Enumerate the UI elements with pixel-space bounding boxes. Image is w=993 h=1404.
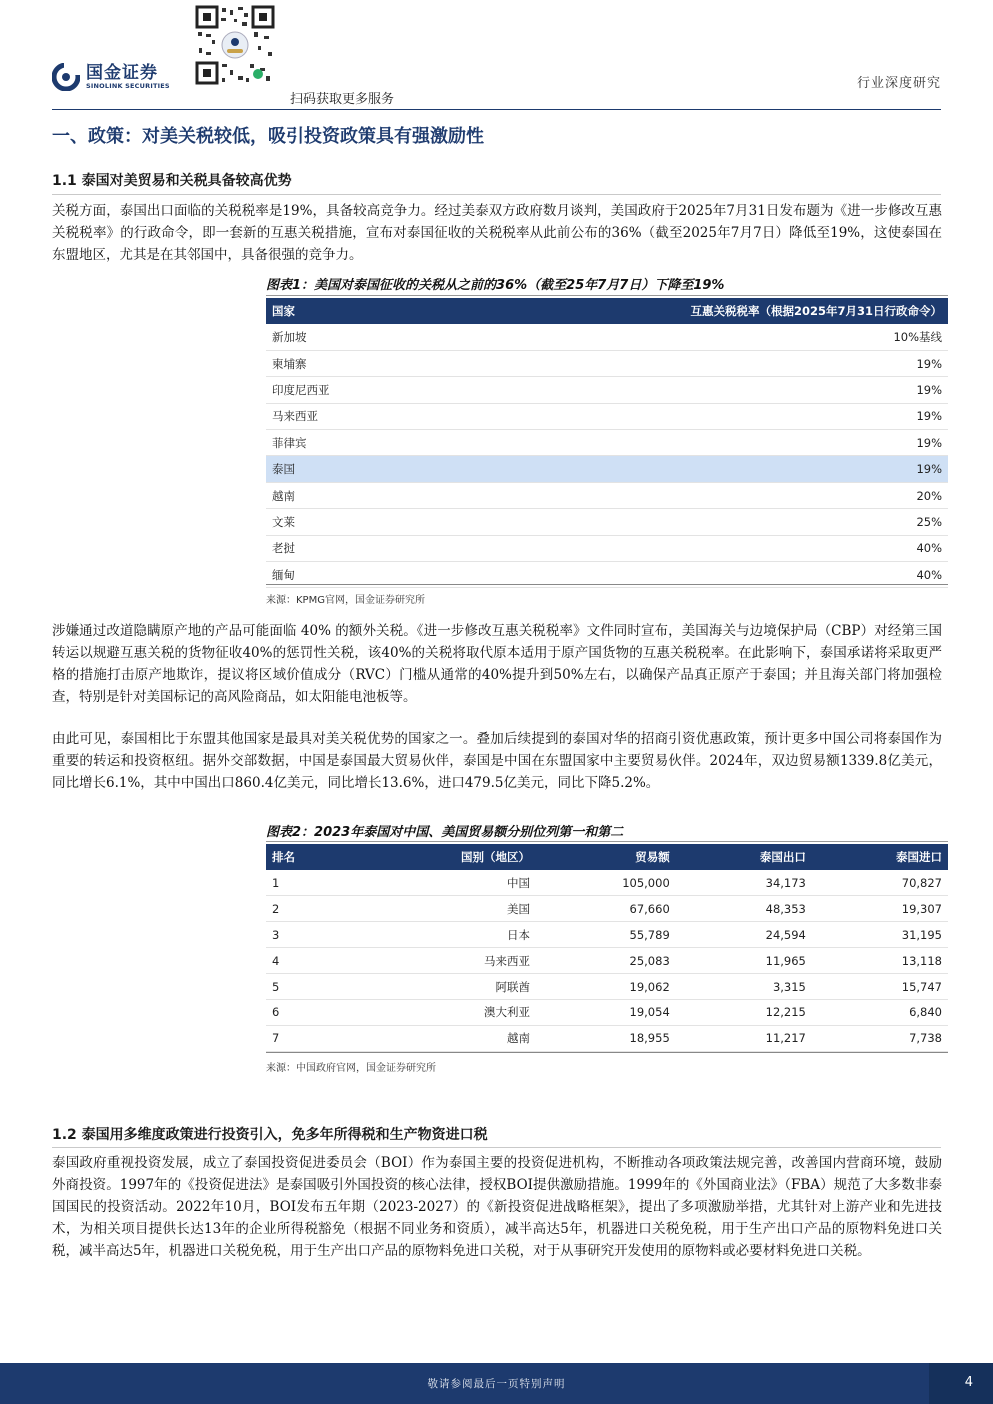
- table-row: [266, 1025, 948, 1051]
- table1-title: 图表1：美国对泰国征收的关税从之前的36%（截至25年7月7日）下降至19%: [266, 278, 725, 293]
- table1-source: 来源：KPMG官网，国金证券研究所: [266, 595, 425, 606]
- import-cell: 15,747: [812, 974, 948, 1000]
- subsection-divider: [52, 1147, 941, 1148]
- paragraph-advantage: 由此可见，泰国相比于东盟其他国家是最具对美关税优势的国家之一。叠加后续提到的泰国对华的招商引资优惠政策，预计更多中国公司将泰国作为重要的转运和投资枢纽。据外交部数据，中国是泰国最大贸易伙伴，泰国是中国在东盟国家中主要贸易伙伴。2024年，双边贸易额1339.8亿美元，同比增长6.1%，其中中国出口860.4亿美元，同比增长13.6%，进口479.5亿美元，同比下降5.2%。: [52, 731, 942, 791]
- import-cell: 70,827: [812, 870, 948, 896]
- footer-notice: 敬请参阅最后一页特别声明: [427, 1378, 566, 1390]
- country-cell: 印度尼西亚: [266, 377, 607, 403]
- table2-bottom-rule: [266, 1052, 948, 1053]
- trade-cell: 19,062: [536, 974, 676, 1000]
- table2-header-region: 国别（地区）: [386, 844, 536, 870]
- table-row: [266, 999, 948, 1025]
- country-cell: 柬埔寨: [266, 350, 607, 376]
- page-number-box: [929, 1363, 993, 1404]
- header-divider: [52, 109, 941, 110]
- paragraph-investment-policy: 泰国政府重视投资发展，成立了泰国投资促进委员会（BOI）作为泰国主要的投资促进机构，不断推动各项政策法规完善，改善国内营商环境，鼓励外商投资。1997年的《投资促进法》是泰国吸引外国投资的核心法律，授权BOI提供激励措施。1999年的《外国商业法》（FBA）规范了大多数非泰国国民的投资活动。2022年10月，BOI发布五年期（2023-2027）的《新投资促进战略框架》，提出了多项激励举措，尤其针对上游产业和先进技术，为相关项目提供长达13年的企业所得税豁免（根据不同业务和资质），减半高达5年，机器进口关税免税，用于生产出口产品的原物料免进口关税，减半高达5年，机器进口关税免税，用于生产出口产品的原物料免进口关税，对于从事研究开发使用的原物料或必要材料免进口关税。: [52, 1155, 942, 1259]
- rank-cell: 2: [266, 896, 386, 922]
- logo-chinese-name: 国金证券: [86, 62, 158, 83]
- export-cell: 34,173: [676, 870, 812, 896]
- table2-title-rule: [266, 841, 948, 842]
- country-cell: 越南: [266, 482, 607, 508]
- trade-cell: 105,000: [536, 870, 676, 896]
- rank-cell: 4: [266, 948, 386, 974]
- import-cell: 13,118: [812, 948, 948, 974]
- trade-cell: 55,789: [536, 922, 676, 948]
- table1-bottom-rule: [266, 584, 948, 585]
- rank-cell: 3: [266, 922, 386, 948]
- paragraph-tariff: 关税方面，泰国出口面临的关税税率是19%，具备较高竞争力。经过美泰双方政府数月谈判，美国政府于2025年7月31日发布题为《进一步修改互惠关税税率》的行政命令，即一套新的互惠关税措施，宣布对泰国征收的关税税率从此前公布的36%（截至2025年7月7日）降低至19%，这使泰国在东盟地区，尤其是在其邻国中，具备很强的竞争力。: [52, 203, 942, 263]
- rate-cell: 20%: [607, 482, 948, 508]
- subsection-divider: [52, 194, 941, 195]
- qr-code-icon: [194, 4, 276, 86]
- trade-cell: 25,083: [536, 948, 676, 974]
- table-row: [266, 509, 948, 535]
- table-row: [266, 377, 948, 403]
- country-cell: 文莱: [266, 509, 607, 535]
- table1-header-rate: 互惠关税税率（根据2025年7月31日行政命令）: [607, 298, 948, 324]
- table1-title-rule: [266, 295, 948, 296]
- export-cell: 24,594: [676, 922, 812, 948]
- export-cell: 3,315: [676, 974, 812, 1000]
- qr-caption: 扫码获取更多服务: [290, 92, 395, 107]
- region-cell: 马来西亚: [386, 948, 536, 974]
- rate-cell: 10%基线: [607, 324, 948, 350]
- table-row: [266, 482, 948, 508]
- table2-title: 图表2：2023年泰国对中国、美国贸易额分别位列第一和第二: [266, 825, 624, 840]
- country-cell: 菲律宾: [266, 430, 607, 456]
- table-row: [266, 430, 948, 456]
- rate-cell: 40%: [607, 535, 948, 561]
- page-footer: [0, 1363, 993, 1404]
- table-row: [266, 324, 948, 350]
- region-cell: 日本: [386, 922, 536, 948]
- rank-cell: 1: [266, 870, 386, 896]
- table-row: [266, 535, 948, 561]
- report-type: 行业深度研究: [856, 76, 941, 91]
- table-row: [266, 403, 948, 429]
- table-row: [266, 948, 948, 974]
- export-cell: 12,215: [676, 999, 812, 1025]
- import-cell: 7,738: [812, 1025, 948, 1051]
- table2-header-import: 泰国进口: [812, 844, 948, 870]
- rate-cell: 19%: [607, 403, 948, 429]
- country-cell: 老挝: [266, 535, 607, 561]
- logo-english-name: SINOLINK SECURITIES: [86, 81, 170, 90]
- table2-source: 来源：中国政府官网，国金证券研究所: [266, 1063, 436, 1074]
- rate-cell: 40%: [607, 562, 948, 588]
- subsection-heading-1-2: 1.2 泰国用多维度政策进行投资引入，免多年所得税和生产物资进口税: [52, 1127, 488, 1143]
- trade-cell: 67,660: [536, 896, 676, 922]
- table-row: [266, 870, 948, 896]
- trade-cell: 19,054: [536, 999, 676, 1025]
- rate-cell: 19%: [607, 350, 948, 376]
- country-cell: 新加坡: [266, 324, 607, 350]
- rank-cell: 7: [266, 1025, 386, 1051]
- export-cell: 48,353: [676, 896, 812, 922]
- export-cell: 11,217: [676, 1025, 812, 1051]
- table2-header-export: 泰国出口: [676, 844, 812, 870]
- page-number: 4: [964, 1375, 973, 1390]
- rate-cell: 25%: [607, 509, 948, 535]
- region-cell: 澳大利亚: [386, 999, 536, 1025]
- import-cell: 6,840: [812, 999, 948, 1025]
- table-row: [266, 350, 948, 376]
- rate-cell: 19%: [607, 377, 948, 403]
- table-row: [266, 922, 948, 948]
- table2-header-trade: 贸易额: [536, 844, 676, 870]
- trade-cell: 18,955: [536, 1025, 676, 1051]
- import-cell: 31,195: [812, 922, 948, 948]
- trade-table: [266, 844, 948, 1052]
- table-row: [266, 974, 948, 1000]
- rank-cell: 6: [266, 999, 386, 1025]
- country-cell: 泰国: [266, 456, 607, 482]
- rate-cell: 19%: [607, 430, 948, 456]
- subsection-heading-1-1: 1.1 泰国对美贸易和关税具备较高优势: [52, 173, 292, 189]
- table-row: [266, 896, 948, 922]
- import-cell: 19,307: [812, 896, 948, 922]
- logo-mark-icon: [52, 63, 80, 91]
- rate-cell: 19%: [607, 456, 948, 482]
- country-cell: 马来西亚: [266, 403, 607, 429]
- section-heading: 一、政策：对美关税较低，吸引投资政策具有强激励性: [52, 126, 484, 147]
- company-logo: [52, 60, 192, 94]
- table1-header-country: 国家: [266, 298, 607, 324]
- region-cell: 美国: [386, 896, 536, 922]
- export-cell: 11,965: [676, 948, 812, 974]
- paragraph-transshipment: 涉嫌通过改道隐瞒原产地的产品可能面临 40% 的额外关税。《进一步修改互惠关税税率》文件同时宣布，美国海关与边境保护局（CBP）对经第三国转运以规避互惠关税的货物征收40%的惩罚性关税，该40%的关税将取代原本适用于原产国货物的互惠关税税率。在此影响下，泰国承诺将采取更严格的措施打击原产地欺诈，提议将区域价值成分（RVC）门槛从通常的40%提升到50%左右，以确保产品真正原产于泰国；并且海关部门将加强检查，特别是针对美国标记的高风险商品，如太阳能电池板等。: [52, 623, 942, 705]
- rank-cell: 5: [266, 974, 386, 1000]
- tariff-table: [266, 298, 948, 588]
- table2-header-rank: 排名: [266, 844, 386, 870]
- region-cell: 中国: [386, 870, 536, 896]
- table-row-highlighted: [266, 456, 948, 482]
- country-cell: 缅甸: [266, 562, 607, 588]
- region-cell: 越南: [386, 1025, 536, 1051]
- region-cell: 阿联酋: [386, 974, 536, 1000]
